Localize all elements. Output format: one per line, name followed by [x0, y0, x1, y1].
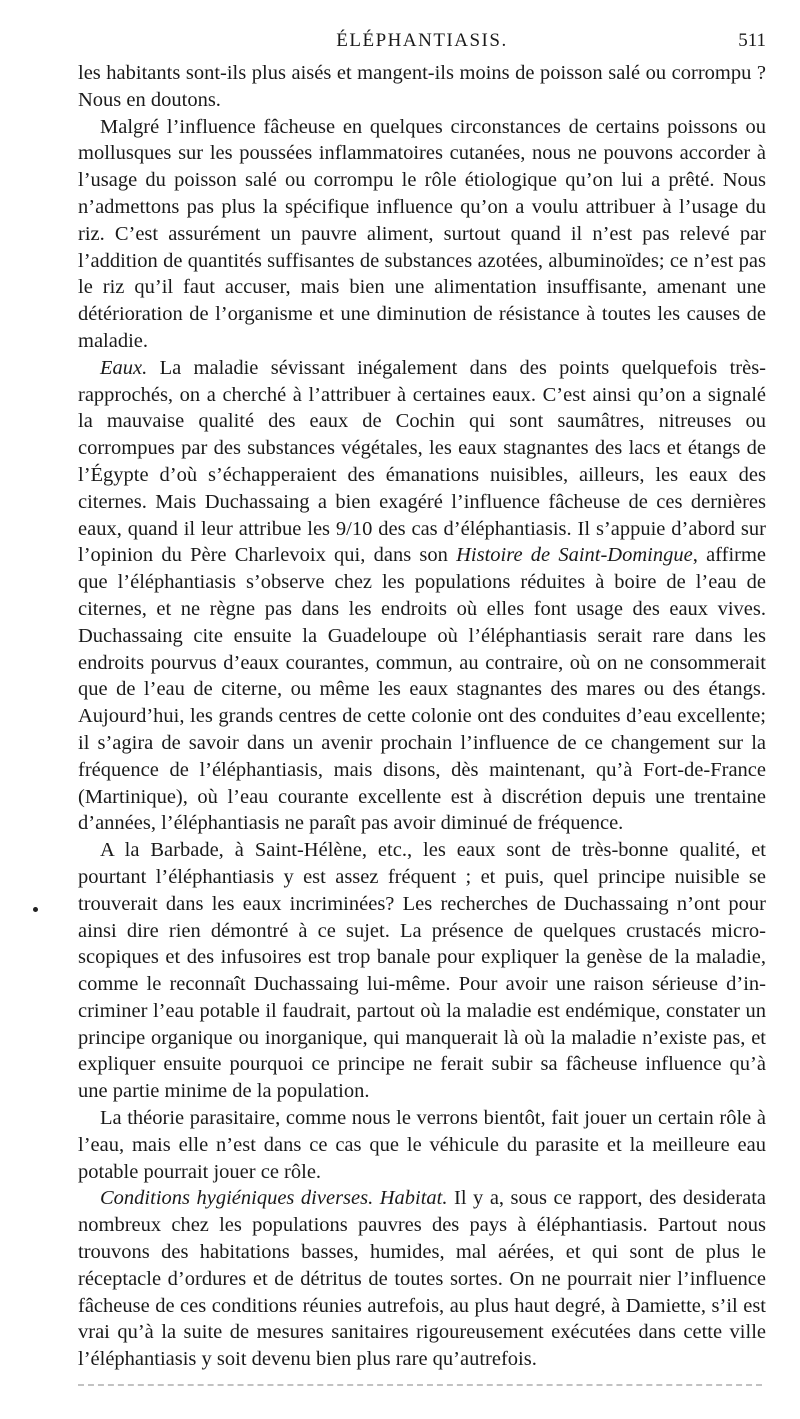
paragraph-text: les habitants sont-ils plus aisés et mangent-ils moins de poisson salé ou corrompu ? Nous en doutons. — [78, 62, 766, 111]
running-head: ÉLÉPHANTIASIS. — [336, 30, 508, 51]
paragraph-text: A la Barbade, à Saint-Hélène, etc., les eaux sont de très-bonne qualité, et pourtant l’éléphantiasis y est assez fréquent ; et puis, quel principe nuisible se trouverait dans les eaux incriminées? Les recherches de Duchassaing n’ont pour ainsi dire rien démontré à ce sujet. La présence de quelques crustacés microscopiques et des infusoires est trop banale pour expliquer la genèse de la maladie, comme le reconnaît Duchassaing lui-même. Pour avoir une raison sérieuse d’incriminer l’eau potable il faudrait, partout où la maladie est endémique, constater un principe organique ou inorganique, qui manquerait là où la maladie n’existe pas, et expliquer ensuite pourquoi ce principe ne ferait subir sa fâcheuse influence qu’à une partie minime de la population. — [78, 839, 766, 1103]
paragraph-text: Malgré l’influence fâcheuse en quelques circonstances de certains poissons ou mollusques sur les poussées inflammatoires cutanées, nous ne pouvons accorder à l’usage du poisson salé ou corrompu le rôle étiologique qu’on lui a prêté. Nous n’admettons pas plus la spécifique influence qu’on a voulu attribuer à l’usage du riz. C’est assurément un pauvre aliment, surtout quand il n’est pas relevé par l’addition de quantités suffisantes de substances azotées, albuminoïdes; ce n’est pas le riz qu’il faut accuser, mais bien une alimentation insuffisante, amenant une détérioration de l’organisme et une diminution de résistance à toutes les causes de maladie. — [78, 115, 766, 352]
section-lead-eaux: Eaux. — [100, 356, 148, 379]
paragraph-text-tail: , affirme que l’éléphantiasis s’observe chez les populations réduites à boire de l’eau de citernes, et ne règne pas dans les endroits où elles font usage des eaux vives. Duchassaing cite ensuite la Guadeloupe où l’éléphantiasis serait rare dans les endroits pourvus d’eaux courantes, commun, au contraire, où on ne consommerait que de l’eau de citerne, ou même les eaux stagnantes des mares ou des étangs. Aujourd’hui, les grands centres de cette colonie ont des conduites d’eau excellente; il s’agira de savoir dans un avenir prochain l’influence de ce changement sur la fréquence de l’éléphantiasis, mais disons, dès maintenant, qu’à Fort-de-France (Martinique), où l’eau courante excellente est à discrétion depuis une trentaine d’années, l’éléphantiasis ne paraît pas avoir diminué de fréquence. — [78, 544, 767, 835]
page-header — [78, 28, 766, 60]
paragraph-waters — [78, 355, 766, 837]
page-number: 511 — [738, 30, 766, 51]
paragraph-barbados — [78, 837, 766, 1105]
paragraph-continuation — [78, 60, 766, 114]
book-title: Histoire de Saint-Domingue — [456, 544, 693, 567]
book-page — [78, 28, 766, 1373]
paragraph-text: La maladie sévissant inégalement dans des points quelquefois très-rapprochés, on a cherché à l’attribuer à certaines eaux. C’est ainsi qu’on a signalé la mauvaise qualité des eaux de Cochin qui sont saumâtres, nitreuses ou corrompues par des substances végétales, les eaux stagnantes des lacs et étangs de l’Égypte d’où s’échapperaient des émanations nuisibles, ailleurs, les eaux des citernes. Mais Duchassaing a bien exagéré l’influence fâcheuse de ces dernières eaux, quand il leur attribue les 9/10 des cas d’éléphantiasis. Il s’appuie d’abord sur l’opinion du Père Charlevoix qui, dans son — [78, 356, 766, 567]
paragraph-text: Il y a, sous ce rapport, des desiderata nombreux chez les populations pauvres des pays à éléphantiasis. Partout nous trouvons des habitations basses, humides, mal aérées, et qui sont de plus le réceptacle d’ordures et de détritus de toutes sortes. On ne pourrait nier l’influence fâcheuse de ces conditions réunies autrefois, au plus haut degré, à Damiette, s’il est vrai qu’à la suite de mesures sanitaires rigoureusement exécutées dans cette ville l’éléphantiasis y soit devenu bien plus rare qu’autrefois. — [78, 1187, 766, 1371]
paragraph-text: La théorie parasitaire, comme nous le verrons bientôt, fait jouer un certain rôle à l’eau, mais elle n’est dans ce cas que le véhicule du parasite et la meilleure eau potable pourrait jouer ce rôle. — [78, 1107, 766, 1183]
paragraph-diet — [78, 114, 766, 355]
section-lead-hygiene: Conditions hygiéniques diverses. Habitat. — [100, 1187, 448, 1210]
footer-rule — [78, 1384, 762, 1386]
paragraph-hygiene — [78, 1185, 766, 1373]
paragraph-parasite-theory — [78, 1105, 766, 1185]
margin-mark — [33, 907, 38, 912]
